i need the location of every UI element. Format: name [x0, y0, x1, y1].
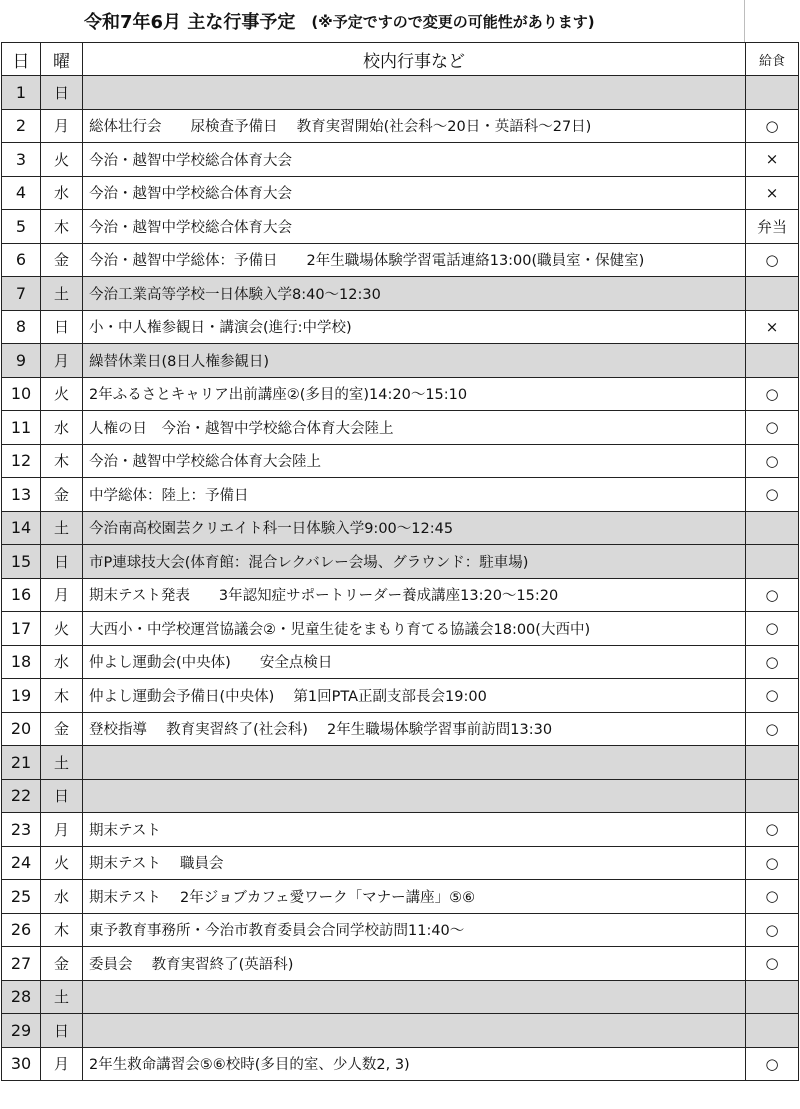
day-cell: 29	[2, 1014, 41, 1048]
weekday-cell: 水	[41, 176, 83, 210]
table-row	[2, 913, 799, 947]
day-cell: 1	[2, 76, 41, 110]
day-cell: 30	[2, 1047, 41, 1081]
lunch-cell	[746, 277, 799, 311]
weekday-cell: 日	[41, 545, 83, 579]
day-cell: 10	[2, 377, 41, 411]
events-cell: 大西小・中学校運営協議会②・児童生徒をまもり育てる協議会18:00(大西中)	[83, 612, 746, 646]
weekday-cell: 月	[41, 813, 83, 847]
lunch-cell: ○	[746, 913, 799, 947]
lunch-cell: ○	[746, 947, 799, 981]
lunch-cell: 弁当	[746, 210, 799, 244]
header-events: 校内行事など	[83, 43, 746, 76]
day-cell: 2	[2, 109, 41, 143]
day-cell: 14	[2, 511, 41, 545]
lunch-cell: ×	[746, 143, 799, 177]
table-row	[2, 109, 799, 143]
table-row	[2, 545, 799, 579]
lunch-cell	[746, 344, 799, 378]
table-row	[2, 243, 799, 277]
events-cell: 総体壮行会 尿検査予備日 教育実習開始(社会科～20日・英語科～27日)	[83, 109, 746, 143]
lunch-cell: ○	[746, 645, 799, 679]
table-row	[2, 578, 799, 612]
lunch-cell	[746, 980, 799, 1014]
lunch-cell	[746, 545, 799, 579]
day-cell: 15	[2, 545, 41, 579]
table-row	[2, 846, 799, 880]
events-cell: 今治・越智中学校総合体育大会	[83, 143, 746, 177]
table-row	[2, 478, 799, 512]
header-day: 日	[2, 43, 41, 76]
weekday-cell: 木	[41, 679, 83, 713]
header-weekday: 曜	[41, 43, 83, 76]
table-row	[2, 947, 799, 981]
weekday-cell: 月	[41, 578, 83, 612]
events-cell: 今治・越智中学校総合体育大会陸上	[83, 444, 746, 478]
day-cell: 4	[2, 176, 41, 210]
day-cell: 25	[2, 880, 41, 914]
header-lunch: 給食	[746, 43, 799, 76]
events-cell: 委員会 教育実習終了(英語科)	[83, 947, 746, 981]
weekday-cell: 月	[41, 109, 83, 143]
events-cell	[83, 779, 746, 813]
weekday-cell: 日	[41, 779, 83, 813]
weekday-cell: 日	[41, 310, 83, 344]
events-cell: 2年ふるさとキャリア出前講座②(多目的室)14:20～15:10	[83, 377, 746, 411]
lunch-cell: ○	[746, 411, 799, 445]
weekday-cell: 日	[41, 76, 83, 110]
day-cell: 8	[2, 310, 41, 344]
events-cell: 小・中人権参観日・講演会(進行:中学校)	[83, 310, 746, 344]
lunch-cell: ○	[746, 578, 799, 612]
events-cell: 登校指導 教育実習終了(社会科) 2年生職場体験学習事前訪問13:30	[83, 712, 746, 746]
table-row	[2, 176, 799, 210]
events-cell: 市P連球技大会(体育館：混合レクバレー会場、グラウンド：駐車場)	[83, 545, 746, 579]
weekday-cell: 金	[41, 712, 83, 746]
title-note: (※予定ですので変更の可能性があります)	[311, 12, 595, 31]
weekday-cell: 日	[41, 1014, 83, 1048]
day-cell: 5	[2, 210, 41, 244]
events-cell: 期末テスト 2年ジョブカフェ愛ワーク「マナー講座」⑤⑥	[83, 880, 746, 914]
day-cell: 24	[2, 846, 41, 880]
table-row	[2, 344, 799, 378]
weekday-cell: 水	[41, 411, 83, 445]
table-row	[2, 746, 799, 780]
events-cell: 2年生救命講習会⑤⑥校時(多目的室、少人数2, 3)	[83, 1047, 746, 1081]
day-cell: 12	[2, 444, 41, 478]
events-cell: 中学総体：陸上：予備日	[83, 478, 746, 512]
lunch-cell: ○	[746, 612, 799, 646]
day-cell: 18	[2, 645, 41, 679]
lunch-cell	[746, 779, 799, 813]
table-row	[2, 645, 799, 679]
page-title	[0, 0, 800, 42]
weekday-cell: 木	[41, 444, 83, 478]
lunch-cell: ○	[746, 813, 799, 847]
weekday-cell: 水	[41, 880, 83, 914]
lunch-cell: ○	[746, 880, 799, 914]
lunch-cell: ×	[746, 176, 799, 210]
table-row	[2, 411, 799, 445]
lunch-cell	[746, 746, 799, 780]
table-row	[2, 210, 799, 244]
events-cell	[83, 746, 746, 780]
events-cell: 東予教育事務所・今治市教育委員会合同学校訪問11:40～	[83, 913, 746, 947]
lunch-cell: ○	[746, 712, 799, 746]
events-cell	[83, 1014, 746, 1048]
lunch-cell: ×	[746, 310, 799, 344]
header-row	[2, 43, 799, 76]
lunch-cell: ○	[746, 679, 799, 713]
table-row	[2, 277, 799, 311]
weekday-cell: 金	[41, 947, 83, 981]
day-cell: 17	[2, 612, 41, 646]
weekday-cell: 火	[41, 612, 83, 646]
weekday-cell: 火	[41, 143, 83, 177]
lunch-cell: ○	[746, 109, 799, 143]
weekday-cell: 土	[41, 511, 83, 545]
weekday-cell: 土	[41, 746, 83, 780]
day-cell: 28	[2, 980, 41, 1014]
table-row	[2, 679, 799, 713]
schedule-table	[1, 42, 799, 1081]
weekday-cell: 金	[41, 478, 83, 512]
day-cell: 26	[2, 913, 41, 947]
day-cell: 11	[2, 411, 41, 445]
table-row	[2, 880, 799, 914]
day-cell: 16	[2, 578, 41, 612]
lunch-cell	[746, 1014, 799, 1048]
lunch-cell: ○	[746, 1047, 799, 1081]
weekday-cell: 火	[41, 377, 83, 411]
events-cell: 今治・越智中学校総合体育大会	[83, 210, 746, 244]
weekday-cell: 木	[41, 913, 83, 947]
table-row	[2, 813, 799, 847]
day-cell: 3	[2, 143, 41, 177]
events-cell	[83, 76, 746, 110]
lunch-cell: ○	[746, 444, 799, 478]
table-row	[2, 310, 799, 344]
table-row	[2, 444, 799, 478]
events-cell: 繰替休業日(8日人権参観日)	[83, 344, 746, 378]
events-cell: 仲よし運動会予備日(中央体) 第1回PTA正副支部長会19:00	[83, 679, 746, 713]
events-cell	[83, 980, 746, 1014]
day-cell: 6	[2, 243, 41, 277]
day-cell: 13	[2, 478, 41, 512]
day-cell: 7	[2, 277, 41, 311]
lunch-cell: ○	[746, 478, 799, 512]
schedule-rows	[2, 76, 799, 1081]
weekday-cell: 金	[41, 243, 83, 277]
table-row	[2, 76, 799, 110]
weekday-cell: 土	[41, 277, 83, 311]
day-cell: 9	[2, 344, 41, 378]
day-cell: 27	[2, 947, 41, 981]
events-cell: 今治・越智中学総体：予備日 2年生職場体験学習電話連絡13:00(職員室・保健室)	[83, 243, 746, 277]
events-cell: 今治南高校園芸クリエイト科一日体験入学9:00～12:45	[83, 511, 746, 545]
weekday-cell: 月	[41, 1047, 83, 1081]
weekday-cell: 土	[41, 980, 83, 1014]
table-row	[2, 980, 799, 1014]
table-row	[2, 377, 799, 411]
table-row	[2, 712, 799, 746]
weekday-cell: 木	[41, 210, 83, 244]
lunch-cell	[746, 76, 799, 110]
events-cell: 今治・越智中学校総合体育大会	[83, 176, 746, 210]
title-divider	[744, 0, 745, 42]
day-cell: 20	[2, 712, 41, 746]
lunch-cell: ○	[746, 846, 799, 880]
table-row	[2, 1047, 799, 1081]
title-main: 令和7年6月 主な行事予定	[84, 12, 296, 33]
day-cell: 19	[2, 679, 41, 713]
table-row	[2, 143, 799, 177]
events-cell: 今治工業高等学校一日体験入学8:40～12:30	[83, 277, 746, 311]
events-cell: 期末テスト 職員会	[83, 846, 746, 880]
lunch-cell: ○	[746, 243, 799, 277]
events-cell: 仲よし運動会(中央体) 安全点検日	[83, 645, 746, 679]
table-row	[2, 612, 799, 646]
day-cell: 22	[2, 779, 41, 813]
day-cell: 23	[2, 813, 41, 847]
table-row	[2, 779, 799, 813]
table-row	[2, 1014, 799, 1048]
day-cell: 21	[2, 746, 41, 780]
table-row	[2, 511, 799, 545]
weekday-cell: 月	[41, 344, 83, 378]
weekday-cell: 水	[41, 645, 83, 679]
lunch-cell: ○	[746, 377, 799, 411]
lunch-cell	[746, 511, 799, 545]
events-cell: 期末テスト発表 3年認知症サポートリーダー養成講座13:20～15:20	[83, 578, 746, 612]
events-cell: 期末テスト	[83, 813, 746, 847]
events-cell: 人権の日 今治・越智中学校総合体育大会陸上	[83, 411, 746, 445]
weekday-cell: 火	[41, 846, 83, 880]
